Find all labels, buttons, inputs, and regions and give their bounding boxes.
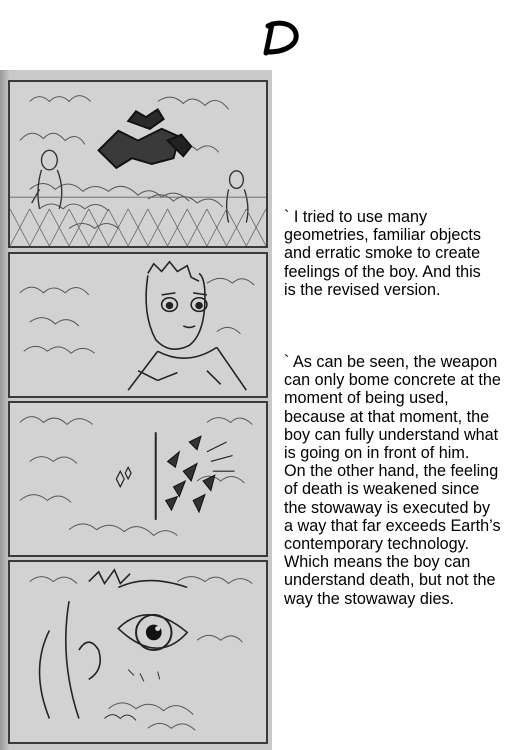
note-line: feelings of the boy. And this — [284, 262, 481, 281]
note-line: understand death, but not the — [284, 571, 496, 590]
note-line: boy can fully understand what — [284, 425, 499, 444]
note-line: way the stowaway dies. — [284, 589, 455, 608]
note-line: of death is weakened since — [284, 480, 480, 499]
note-line: can only bome concrete at the — [284, 371, 501, 390]
notes-column — [284, 208, 522, 608]
panel-eye-closeup — [8, 560, 268, 744]
panel-weapon-shatter — [8, 401, 268, 557]
note-line: and erratic smoke to create — [284, 244, 481, 263]
note-line: a way that far exceeds Earth’s — [284, 516, 501, 535]
note-line: ` I tried to use many — [284, 208, 428, 226]
note-line: contemporary technology. — [284, 535, 470, 554]
note-line: On the other hand, the feeling — [284, 462, 499, 481]
note-line: is the revised version. — [284, 280, 441, 299]
note-weapon-explanation — [284, 353, 522, 608]
note-line: the stowaway is executed by — [284, 498, 491, 517]
note-line: is going on in front of him. — [284, 444, 470, 463]
note-line: Which means the boy can — [284, 553, 471, 572]
note-line: ` As can be seen, the weapon — [284, 353, 498, 372]
page-letter-d — [262, 18, 302, 58]
panel-boy-portrait — [8, 252, 268, 398]
panel-explosion-fence — [8, 80, 268, 248]
note-revised-version — [284, 208, 522, 299]
note-line: moment of being used, — [284, 389, 449, 408]
note-line: because at that moment, the — [284, 407, 490, 426]
note-line: geometries, familiar objects — [284, 226, 482, 245]
